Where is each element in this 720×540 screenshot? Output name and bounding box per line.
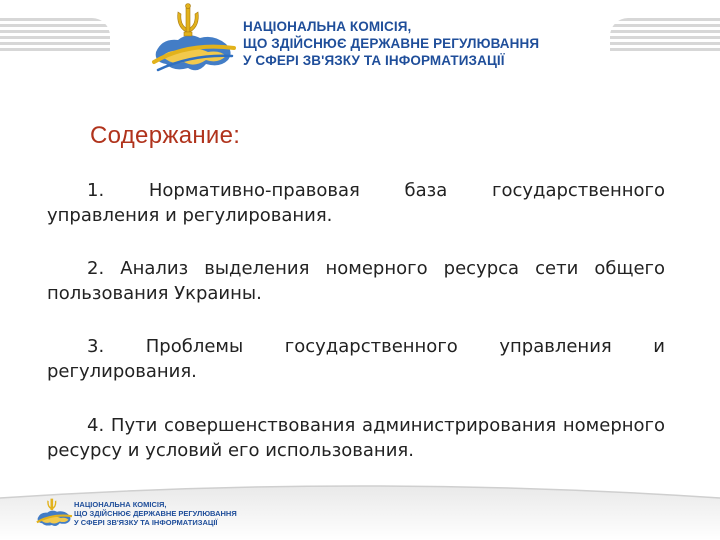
trident-emblem-icon xyxy=(34,496,74,532)
list-item xyxy=(47,256,665,306)
slide-title: Содержание: xyxy=(90,122,241,149)
item-text: Нормативно-правовая база государственного управления и регулирования. xyxy=(47,180,665,226)
item-text: Анализ выделения номерного ресурса сети общего пользования Украины. xyxy=(47,258,665,304)
org-line: У СФЕРІ ЗВ'ЯЗКУ ТА ІНФОРМАТИЗАЦІЇ xyxy=(243,53,505,68)
list-item xyxy=(47,413,665,463)
organization-name-footer xyxy=(74,500,237,527)
item-number: 4. xyxy=(87,415,105,436)
contents-list xyxy=(47,178,665,491)
list-item xyxy=(47,178,665,228)
org-line: НАЦІОНАЛЬНА КОМІСІЯ, xyxy=(74,500,167,509)
corner-decoration-right xyxy=(610,18,720,54)
item-text: Проблемы государственного управления и регулирования. xyxy=(47,336,665,382)
item-text: Пути совершенствования администрирования номерного ресурсу и условий его использования. xyxy=(47,415,665,461)
org-line: НАЦІОНАЛЬНА КОМІСІЯ, xyxy=(243,19,412,34)
org-line: ЩО ЗДІЙСНЮЄ ДЕРЖАВНЕ РЕГУЛЮВАННЯ xyxy=(74,509,237,518)
corner-decoration-left xyxy=(0,18,110,54)
org-line: У СФЕРІ ЗВ'ЯЗКУ ТА ІНФОРМАТИЗАЦІЇ xyxy=(74,518,218,527)
organization-name-header xyxy=(243,18,563,69)
list-item xyxy=(47,334,665,384)
org-line: ЩО ЗДІЙСНЮЄ ДЕРЖАВНЕ РЕГУЛЮВАННЯ xyxy=(243,36,540,51)
item-number: 3. xyxy=(87,336,105,357)
item-number: 2. xyxy=(87,258,105,279)
item-number: 1. xyxy=(87,180,105,201)
trident-emblem-icon xyxy=(148,2,238,84)
